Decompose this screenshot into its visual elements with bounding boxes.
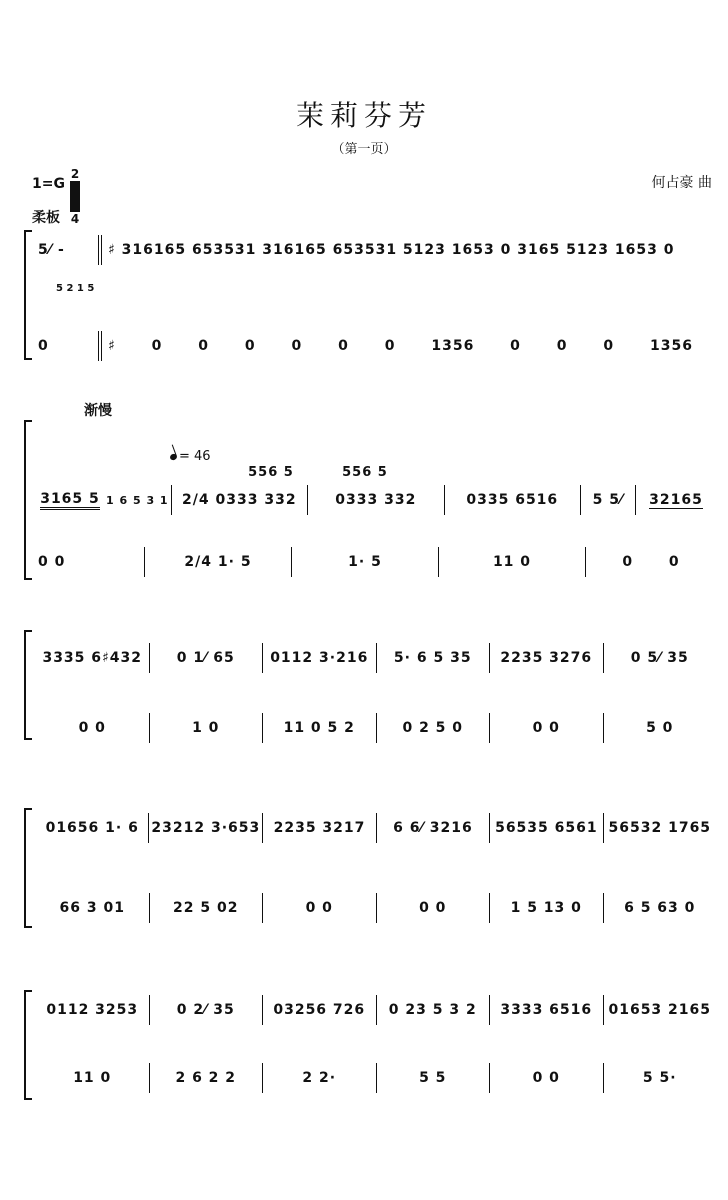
measure xyxy=(604,650,717,666)
measure xyxy=(36,554,144,570)
notation-text: 2/4 1· 5 xyxy=(184,554,252,570)
notation-text: 56535 6561 xyxy=(495,820,598,836)
measure xyxy=(36,820,148,836)
notation-text: 1· 5 xyxy=(348,554,382,570)
upper-chord-tops xyxy=(224,458,424,486)
notation-text: 23212 3·653 xyxy=(151,820,261,836)
notation-text: 0 0 xyxy=(532,720,560,736)
composer-credit: 何占豪 曲 xyxy=(651,175,712,191)
measure xyxy=(263,650,376,666)
notation-text: 1 6 5 3 1 xyxy=(106,493,169,507)
measure xyxy=(263,1070,376,1086)
notation-text: 0 0 xyxy=(78,720,106,736)
upper-part xyxy=(36,236,716,264)
lower-part xyxy=(36,548,716,576)
measure xyxy=(150,900,263,916)
notation-text: 2/4 0333 332 xyxy=(182,492,297,508)
measure xyxy=(36,1070,149,1086)
measure xyxy=(490,1002,603,1018)
notation-text: ♯ 0 0 0 0 0 0 1356 0 0 0 1356 xyxy=(108,338,693,354)
notation-text: 0 2⁄ 35 xyxy=(176,1002,235,1018)
measure xyxy=(604,900,717,916)
notation-text: 0 0 xyxy=(532,1070,560,1086)
lower-part xyxy=(36,1064,716,1092)
notation-text: 0 2 5 0 xyxy=(402,720,464,736)
notation-text: 11 0 5 2 xyxy=(283,720,355,736)
measure xyxy=(292,554,438,570)
notation-text: 0 1⁄ 65 xyxy=(176,650,235,666)
notation-text: 0 0 xyxy=(305,900,333,916)
measure xyxy=(377,1002,490,1018)
notation-text: 01656 1· 6 xyxy=(45,820,139,836)
notation-text: 3333 6516 xyxy=(500,1002,593,1018)
notation-text: 56532 1765 xyxy=(608,820,712,836)
barline xyxy=(70,181,80,212)
key-signature: 1=G xyxy=(32,176,65,192)
measure xyxy=(377,720,490,736)
notation-text: 11 0 xyxy=(73,1070,112,1086)
measure xyxy=(172,492,307,508)
measure xyxy=(604,720,717,736)
notation-text: 2235 3217 xyxy=(273,820,366,836)
lower-part xyxy=(36,894,716,922)
staff-bracket xyxy=(24,230,32,360)
lower-part xyxy=(36,714,716,742)
measure xyxy=(263,720,376,736)
page-indicator: （第一页） xyxy=(331,142,397,157)
measure xyxy=(604,820,716,836)
measure xyxy=(36,1002,149,1018)
notation-text: 0333 332 xyxy=(335,492,417,508)
notation-text: 0 0 xyxy=(419,900,447,916)
tempo-jianman: 渐慢 xyxy=(84,403,112,419)
chord-top xyxy=(318,465,412,480)
notation-text: 5 5⁄ xyxy=(592,492,624,508)
system-4 xyxy=(24,808,716,928)
notation-text: 556 5 xyxy=(248,464,294,480)
notation-text: 5 5· xyxy=(642,1070,677,1086)
measure xyxy=(149,820,262,836)
notation-text: 2235 3276 xyxy=(500,650,593,666)
system-1 xyxy=(24,230,716,360)
barline xyxy=(98,331,99,361)
chord-top xyxy=(224,465,318,480)
measure xyxy=(102,338,716,354)
notation-text: 11 0 xyxy=(492,554,532,570)
notation-text: 0335 6516 xyxy=(466,492,559,508)
measure xyxy=(586,554,716,570)
measure xyxy=(490,900,603,916)
measure xyxy=(377,650,490,666)
notation-text: 6 6⁄ 3216 xyxy=(393,820,473,836)
measure xyxy=(36,338,98,354)
measure xyxy=(104,494,171,507)
system-5 xyxy=(24,990,716,1100)
upper-part xyxy=(36,486,716,514)
system-2 xyxy=(24,420,716,580)
measure xyxy=(636,492,716,509)
notation-text: 3335 6♯432 xyxy=(42,650,143,666)
time-denominator: 4 xyxy=(70,212,80,226)
notation-text: 3165 5 xyxy=(40,491,100,510)
staff-bracket xyxy=(24,990,32,1100)
measure xyxy=(604,1002,717,1018)
notation-text: 22 5 02 xyxy=(173,900,239,916)
notation-text: 01653 2165 xyxy=(608,1002,712,1018)
measure xyxy=(377,820,489,836)
score-title: 茉莉芬芳 xyxy=(295,99,432,132)
staff-bracket xyxy=(24,808,32,928)
measure xyxy=(150,1002,263,1018)
measure xyxy=(36,900,149,916)
measure xyxy=(263,1002,376,1018)
measure xyxy=(150,1070,263,1086)
notation-text: 32165 xyxy=(649,491,703,508)
measure xyxy=(36,242,98,258)
notation-text: 2 2· xyxy=(302,1070,337,1086)
measure xyxy=(490,650,603,666)
measure xyxy=(36,650,149,666)
time-signature xyxy=(70,168,80,225)
measure xyxy=(445,492,580,508)
notation-text: 556 5 xyxy=(342,464,388,480)
notation-text: 5· 6 5 35 xyxy=(393,650,472,666)
upper-part xyxy=(36,996,716,1024)
notation-text: 0112 3·216 xyxy=(270,650,369,666)
measure xyxy=(150,650,263,666)
measure xyxy=(604,1070,717,1086)
measure xyxy=(145,554,291,570)
measure xyxy=(377,1070,490,1086)
notation-text: ♯ 316165 653531 316165 653531 5123 1653 0 3165 5123 1653 0 xyxy=(108,242,675,258)
barline xyxy=(98,235,99,265)
notation-text: 66 3 01 xyxy=(59,900,125,916)
measure xyxy=(102,242,716,258)
upper-part xyxy=(36,814,716,842)
notation-text: 5⁄ - xyxy=(38,242,65,258)
arpeggio-chord xyxy=(56,284,94,294)
tempo-rouban: 柔板 xyxy=(32,210,60,226)
notation-text: 0 23 5 3 2 xyxy=(388,1002,477,1018)
notation-text: 5 2 1 5 xyxy=(56,283,95,294)
measure xyxy=(581,492,635,508)
notation-text: 5 0 xyxy=(646,720,674,736)
measure xyxy=(490,720,603,736)
measure xyxy=(439,554,585,570)
notation-text: 1 5 13 0 xyxy=(510,900,582,916)
notation-text: 6 5 63 0 xyxy=(624,900,696,916)
staff-bracket xyxy=(24,630,32,740)
system-3 xyxy=(24,630,716,740)
notation-text: 0 5⁄ 35 xyxy=(630,650,689,666)
notation-text: 0 0 xyxy=(38,554,66,570)
notation-text: 5 5 xyxy=(419,1070,447,1086)
notation-text: 0 xyxy=(38,338,49,354)
notation-text: 1 0 xyxy=(192,720,220,736)
metronome-value: = 46 xyxy=(179,449,211,464)
notation-text: 03256 726 xyxy=(273,1002,366,1018)
measure xyxy=(150,720,263,736)
measure xyxy=(377,900,490,916)
measure xyxy=(36,720,149,736)
measure xyxy=(263,900,376,916)
measure xyxy=(490,1070,603,1086)
time-numerator: 2 xyxy=(70,167,80,181)
measure xyxy=(263,820,375,836)
measure xyxy=(490,820,602,836)
notation-text: 2 6 2 2 xyxy=(175,1070,237,1086)
notation-text: 0 0 xyxy=(622,554,680,570)
staff-bracket xyxy=(24,420,32,580)
measure xyxy=(36,491,104,510)
measure xyxy=(308,492,443,508)
upper-part xyxy=(36,644,716,672)
lower-part xyxy=(36,332,716,360)
notation-text: 0112 3253 xyxy=(46,1002,139,1018)
